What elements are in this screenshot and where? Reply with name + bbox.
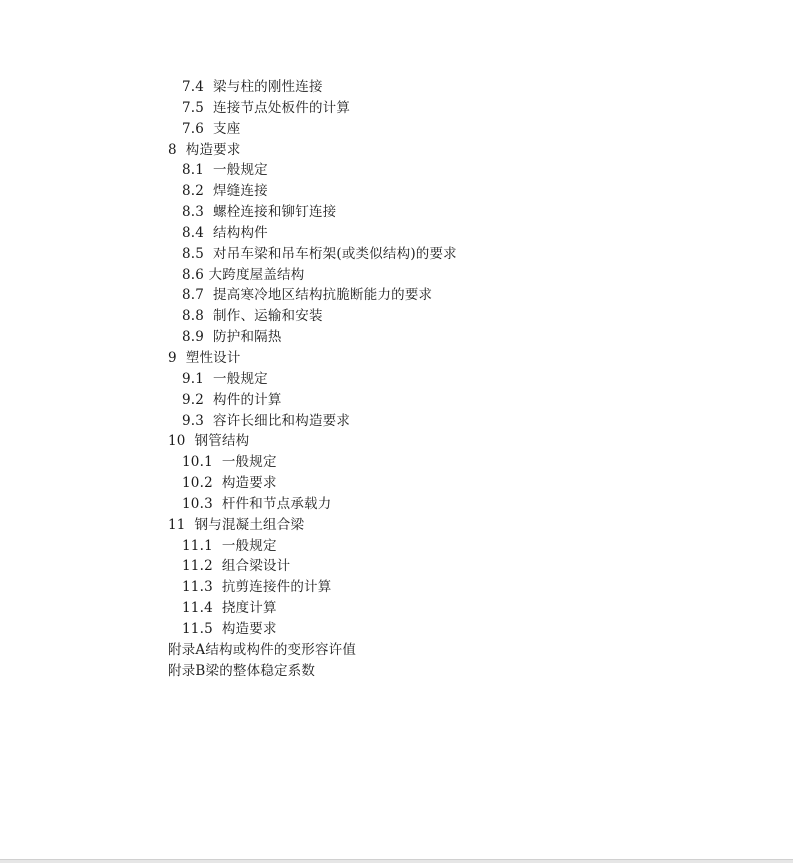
toc-entry-8-3: 8.3 螺栓连接和铆钉连接 [182,204,337,221]
toc-entry-10-2: 10.2 构造要求 [182,475,277,492]
toc-entry-8-8: 8.8 制作、运输和安装 [182,308,323,325]
page-bottom-edge [0,859,793,863]
toc-entry-11-4: 11.4 挠度计算 [182,600,277,617]
toc-entry-8-6: 8.6 大跨度屋盖结构 [182,266,305,283]
toc-entry-8-1: 8.1 一般规定 [182,162,268,179]
toc-entry-9-1: 9.1 一般规定 [182,370,268,387]
toc-entry-8-5: 8.5 对吊车梁和吊车桁架(或类似结构)的要求 [182,245,457,262]
table-of-contents [168,77,457,681]
toc-entry-11-3: 11.3 抗剪连接件的计算 [182,579,332,596]
toc-chapter-8: 8 构造要求 [168,141,241,158]
toc-entry-8-4: 8.4 结构构件 [182,224,268,241]
toc-chapter-11: 11 钢与混凝土组合梁 [168,516,305,533]
toc-entry-11-1: 11.1 一般规定 [182,537,277,554]
toc-chapter-9: 9 塑性设计 [168,349,241,366]
toc-appendix-a: 附录A结构或构件的变形容许值 [168,641,357,658]
toc-entry-10-1: 10.1 一般规定 [182,454,277,471]
toc-entry-10-3: 10.3 杆件和节点承载力 [182,495,332,512]
toc-entry-8-7: 8.7 提高寒冷地区结构抗脆断能力的要求 [182,287,433,304]
toc-chapter-10: 10 钢管结构 [168,433,250,450]
toc-entry-11-2: 11.2 组合梁设计 [182,558,291,575]
toc-entry-7-5: 7.5 连接节点处板件的计算 [182,99,351,116]
toc-entry-9-2: 9.2 构件的计算 [182,391,282,408]
toc-entry-11-5: 11.5 构造要求 [182,620,277,637]
toc-entry-7-6: 7.6 支座 [182,120,241,137]
toc-entry-8-9: 8.9 防护和隔热 [182,329,282,346]
toc-entry-7-4: 7.4 梁与柱的刚性连接 [182,79,323,95]
toc-entry-9-3: 9.3 容许长细比和构造要求 [182,412,351,429]
toc-appendix-b: 附录B梁的整体稳定系数 [168,662,316,679]
toc-entry-8-2: 8.2 焊缝连接 [182,183,268,200]
